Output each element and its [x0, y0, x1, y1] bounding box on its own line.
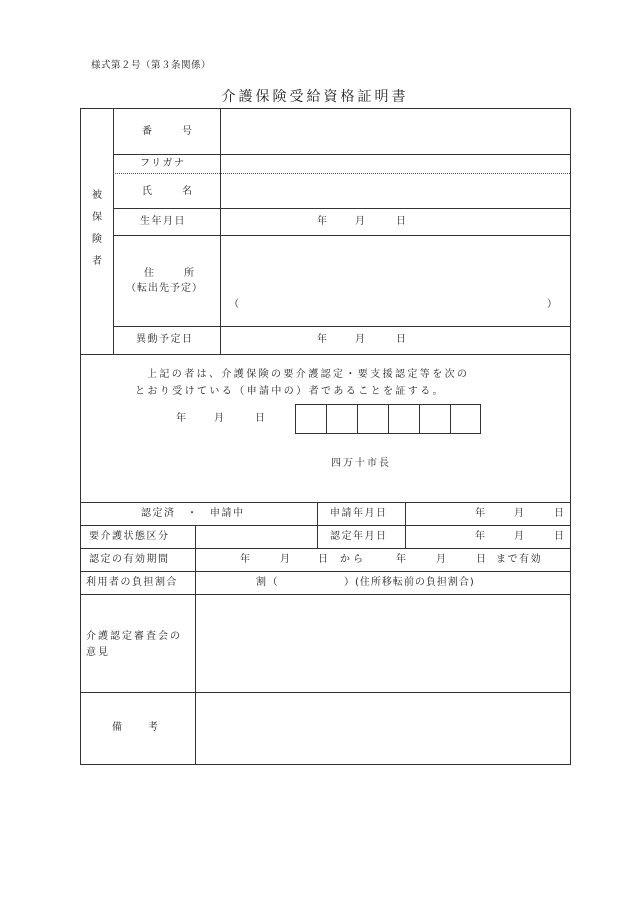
validity-until: まで有効: [496, 554, 542, 565]
certification-date-day: 日: [554, 531, 566, 542]
cert-date-year: 年: [176, 413, 188, 424]
birthdate-day: 日: [396, 216, 408, 227]
certification-date-year: 年: [475, 531, 487, 542]
address-label: 住 所: [144, 268, 194, 279]
burden-label: 利用者の負担割合: [86, 577, 178, 588]
birthdate-label: 生年月日: [140, 216, 186, 227]
cert-date-day: 日: [255, 413, 267, 424]
application-date-year: 年: [475, 508, 487, 519]
validity-end-month: 月: [436, 554, 448, 565]
certification-line-2: とおり受けている（申請中の）者であることを証する。: [135, 386, 445, 397]
certified-pending: 認定済 ・ 申請中: [141, 508, 245, 519]
validity-start-day: 日: [318, 554, 330, 565]
address-sub-label: （転出先予定）: [126, 283, 203, 294]
application-date-month: 月: [514, 508, 526, 519]
validity-label: 認定の有効期間: [89, 554, 170, 565]
validity-from: から: [340, 554, 366, 565]
application-date-label: 申請年月日: [330, 508, 388, 519]
birthdate-month: 月: [355, 216, 367, 227]
certification-line-1: 上記の者は、介護保険の要介護認定・要支援認定等を次の: [147, 369, 470, 380]
move-date-year: 年: [317, 334, 329, 345]
validity-end-year: 年: [396, 554, 408, 565]
move-date-label: 異動予定日: [136, 334, 194, 345]
certification-date-label: 認定年月日: [330, 531, 388, 542]
insured-section-label: 被 保 険 者: [92, 190, 102, 267]
move-date-day: 日: [396, 334, 408, 345]
burden-note: ）(住所移転前の負担割合): [344, 577, 475, 588]
cert-date-month: 月: [214, 413, 226, 424]
validity-start-month: 月: [280, 554, 292, 565]
furigana-label: フリガナ: [140, 158, 186, 169]
birthdate-year: 年: [317, 216, 329, 227]
name-label: 氏 名: [142, 186, 192, 197]
certification-date-month: 月: [514, 531, 526, 542]
page-title: 介護保険受給資格証明書: [221, 89, 409, 105]
address-paren-close: ）: [547, 299, 559, 310]
burden-unit: 割（: [256, 577, 279, 588]
address-paren-open: （: [229, 299, 241, 310]
form-table: [80, 108, 571, 765]
committee-label-1: 介護認定審査会の: [86, 631, 182, 642]
application-date-day: 日: [554, 508, 566, 519]
form-number: 様式第２号（第３条関係）: [91, 60, 212, 71]
remarks-label: 備 考: [112, 722, 158, 733]
number-label: 番 号: [142, 126, 192, 137]
move-date-month: 月: [355, 334, 367, 345]
validity-start-year: 年: [240, 554, 252, 565]
committee-label-2: 意見: [86, 647, 110, 658]
issuer: 四万十市長: [331, 458, 391, 469]
validity-end-day: 日: [476, 554, 488, 565]
care-level-label: 要介護状態区分: [89, 531, 170, 542]
